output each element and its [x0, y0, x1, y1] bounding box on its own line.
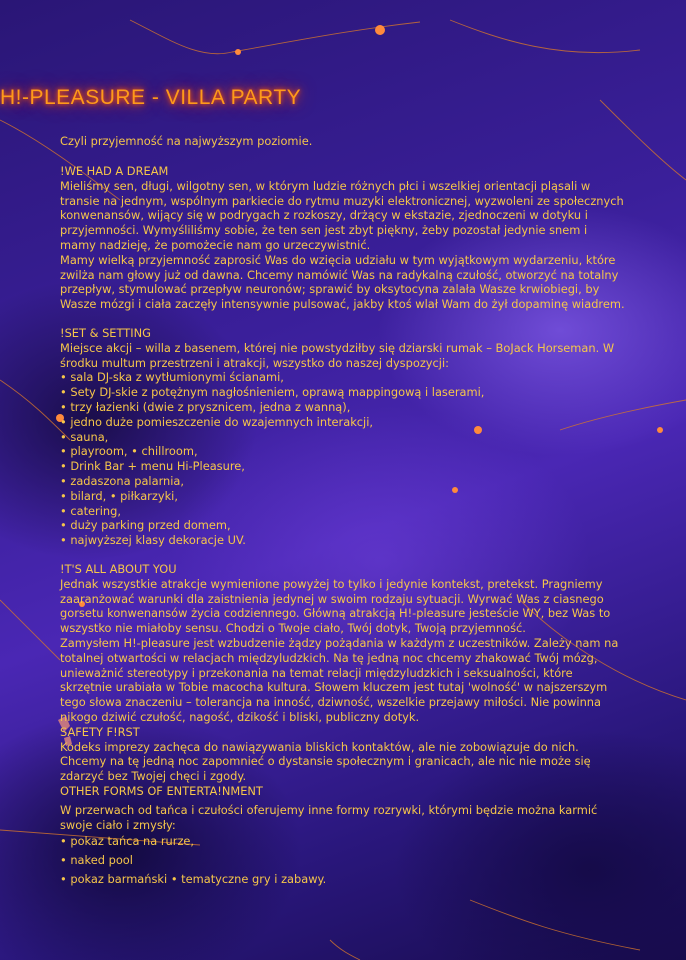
subtitle: Czyli przyjemność na najwyższym poziomie. — [60, 134, 313, 148]
list-item: • bilard, • piłkarzyki, — [60, 488, 178, 503]
list-item: • trzy łazienki (dwie z prysznicem, jedna z wanną), — [60, 399, 351, 414]
list-item: • pokaz barmański • tematyczne gry i zabawy. — [60, 872, 327, 887]
list-item: • duży parking przed domem, — [60, 518, 231, 533]
subtitle-block — [60, 134, 626, 149]
section-other-intro: W przerwach od tańca i czułości oferujemy inne formy rozrywki, którymi będzie można karmić swoje ciało i zmysły: — [60, 802, 598, 832]
list-item: • pokaz tańca na rurze, — [60, 834, 195, 849]
section-safety-heading: SAFETY F!RST — [60, 724, 140, 739]
section-set — [60, 326, 626, 548]
section-about — [60, 562, 626, 889]
list-item: • catering, — [60, 503, 121, 518]
section-set-heading: !SET & SETTING — [60, 326, 151, 340]
list-item: • sala DJ-ska z wytłumionymi ścianami, — [60, 370, 284, 385]
list-item: • zadaszona palarnia, — [60, 473, 185, 488]
list-item: • Sety DJ-skie z potężnym nagłośnieniem, oprawą mappingową i laserami, — [60, 385, 485, 400]
section-other-heading: OTHER FORMS OF ENTERTA!NMENT — [60, 783, 263, 798]
section-dream-paragraph-2: Mamy wielką przyjemność zaprosić Was do wzięcia udziału w tym wyjątkowym wydarzeniu, które zwilża nam głowy już od dawna. Chcemy namówić Was na radykalną czułość, otworzyć na totalny przepływ, stymulować przepływ neuronów; sprawić by oksytocyna zalała Wasze krwiobiegi, by Wasze mózgi i ciała zaczęły intensywnie pulsować, jakby ktoś wlał Wam do żył dopaminę wiadrem. — [60, 252, 625, 312]
list-item: • naked pool — [60, 853, 133, 868]
section-safety-paragraph: Kodeks imprezy zachęca do nawiązywania bliskich kontaktów, ale nie zobowiązuje do nich. Chcemy na tę jedną noc zapomnieć o dystansie społecznym i granicach, ale nic nie może się zdarzyć bez Twojej chęci i zgody. — [60, 739, 591, 784]
section-dream — [60, 164, 626, 312]
section-about-paragraph-1: Jednak wszystkie atrakcje wymienione powyżej to tylko i jedynie kontekst, pretekst. Pragniemy zaaranżować warunki dla zaistnienia jedynej w swoim rodzaju sytuacji. Wyrwać Was z ciasnego gorsetu konwenansów życia codziennego. Główną atrakcją H!-pleasure jesteście WY, bez Was to wszystko nie miałoby sensu. Chodzi o Twoje ciało, Twój dotyk, Twoją przyjemność. — [60, 576, 611, 636]
section-dream-paragraph-1: Mieliśmy sen, długi, wilgotny sen, w którym ludzie różnych płci i wszelkiej orientacji pląsali w transie na jednym, wspólnym parkiecie do rytmu muzyki elektronicznej, wyzwoleni ze społecznych konwenansów, wijący się w podrygach z rozkoszy, drżący w ekstazie, zjednoczeni w dotyku i przyjemności. Wymyśliliśmy sobie, że ten sen jest zbyt piękny, żeby pozostał jedynie snem i mamy nadzieję, że pomożecie nam go urzeczywistnić. — [60, 178, 624, 252]
section-about-paragraph-2: Zamysłem H!-pleasure jest wzbudzenie żądzy pożądania w każdym z uczestników. Zależy nam na totalnej otwartości w relacjach międzyludzkich. Na tę jedną noc chcemy zhakować Twój mózg, unieważnić stereotypy i przekonania na temat relacji międzyludzkich i seksualności, które skrzętnie urabiała w Tobie macocha kultura. Słowem kluczem jest tutaj 'wolność' w najszerszym tego słowa znaczeniu – tolerancja na inność, dziwność, wszelkie przejawy miłości. Nie powinna nikogo dziwić czułość, nagość, dzikość i bliski, publiczny dotyk. — [60, 635, 619, 724]
list-item: • jedno duże pomieszczenie do wzajemnych interakcji, — [60, 414, 374, 429]
page-title: H!-PLEASURE - VILLA PARTY — [0, 86, 302, 109]
list-item: • Drink Bar + menu Hi-Pleasure, — [60, 459, 245, 474]
list-item: • playroom, • chillroom, — [60, 444, 198, 459]
list-item: • sauna, — [60, 429, 109, 444]
section-dream-heading: !WE HAD A DREAM — [60, 164, 169, 178]
set-amenities-list — [60, 370, 626, 548]
list-item: • najwyższej klasy dekoracje UV. — [60, 533, 246, 548]
section-about-heading: !T'S ALL ABOUT YOU — [60, 562, 177, 576]
other-entertainment-list — [60, 832, 626, 889]
section-set-intro: Miejsce akcji – willa z basenem, której nie powstydziłby się dziarski rumak – BoJack Horseman. W środku multum przestrzeni i atrakcji, wszystko do naszej dyspozycji: — [60, 340, 615, 370]
